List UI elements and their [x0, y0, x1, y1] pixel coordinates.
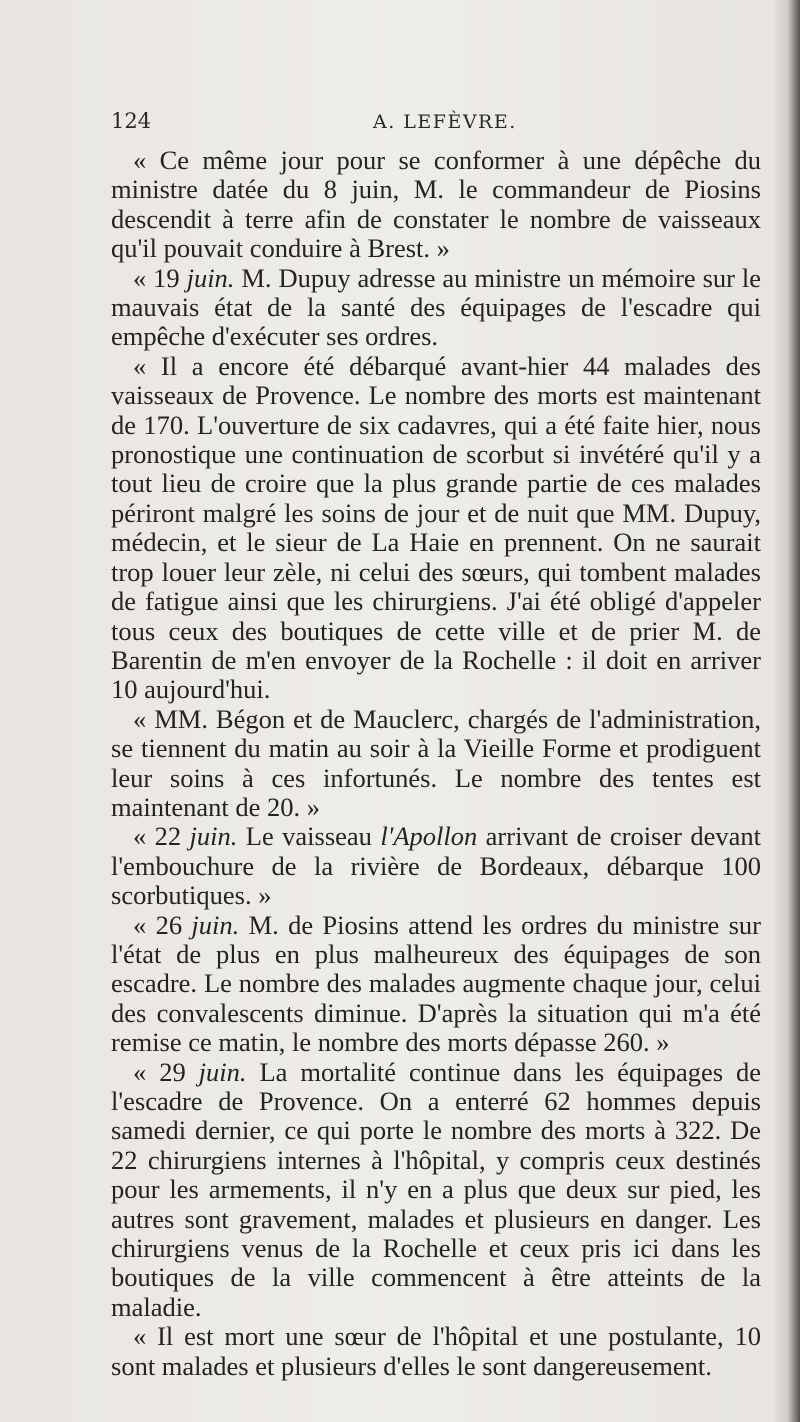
paragraph-text: arrivant de croiser devant l'embouchure de la rivière de Bordeaux, débarque 100 scorbutiques. »	[111, 821, 761, 911]
date-prefix: « 19	[133, 262, 187, 293]
ship-name: l'Apollon	[380, 821, 478, 852]
paragraph-text: Le vaisseau	[237, 821, 381, 852]
paragraph	[111, 264, 761, 352]
date-month: juin.	[198, 1056, 247, 1087]
paragraph	[111, 822, 761, 910]
date-month: juin.	[186, 262, 235, 293]
running-head: A. LEFÈVRE.	[373, 111, 517, 133]
paragraph	[111, 911, 761, 1058]
paragraph-text: M. Dupuy adresse au ministre un mémoire sur le mauvais état de la santé des équipages de l'escadre qui empêche d'exécuter ses ordres.	[111, 262, 762, 352]
paragraph: « Il est mort une sœur de l'hôpital et une postulante, 10 sont malades et plusieurs d'elles le sont dangereusement.	[111, 1321, 761, 1381]
paragraph-text: La mortalité continue dans les équipages de l'escadre de Provence. On a enterré 62 hommes depuis samedi dernier, ce qui porte le nombre des morts à 322. De 22 chirurgiens internes à l'hôpital, y compris ceux destinés pour les armements, il n'y en a plus que deux sur pied, les autres sont gravement, malades et plusieurs en danger. Les chirurgiens venus de la Rochelle et ceux pris ici dans les boutiques de la ville commencent à être atteints de la maladie.	[111, 1056, 761, 1322]
paragraph: « Ce même jour pour se conformer à une dépêche du ministre datée du 8 juin, M. le commandeur de Piosins descendit à terre afin de constater le nombre de vaisseaux qu'il pouvait conduire à Brest. »	[111, 145, 761, 264]
paragraph	[111, 1058, 761, 1323]
paragraph: « Il a encore été débarqué avant-hier 44 malades des vaisseaux de Provence. Le nombre des morts est maintenant de 170. L'ouverture de six cadavres, qui a été faite hier, nous pronostique une continuation de scorbut si invétéré qu'il y a tout lieu de croire que la plus grande partie de ces malades périront malgré les soins de jour et de nuit que MM. Dupuy, médecin, et le sieur de La Haie en prennent. On ne saurait trop louer leur zèle, ni celui des sœurs, qui tombent malades de fatigue ainsi que les chirurgiens. J'ai été obligé d'appeler tous ceux des boutiques de cette ville et de prier M. de Barentin de m'en envoyer de la Rochelle : il doit en arriver 10 aujourd'hui.	[111, 350, 761, 705]
date-prefix: « 26	[133, 909, 192, 940]
body-text	[111, 146, 761, 1381]
paragraph: « MM. Bégon et de Mauclerc, chargés de l'administration, se tiennent du matin au soir à la Vieille Forme et prodiguent leur soins à ces infortunés. Le nombre des tentes est maintenant de 20. »	[111, 703, 761, 822]
page-edge-shadow	[772, 0, 800, 1422]
page-number: 124	[111, 109, 152, 133]
date-prefix: « 22	[133, 821, 190, 852]
page-header	[111, 109, 761, 139]
date-month: juin.	[191, 909, 240, 940]
paragraph-text: M. de Piosins attend les ordres du ministre sur l'état de plus en plus malheureux des équipages de son escadre. Le nombre des malades augmente chaque jour, celui des convalescents diminue. D'après la situation qui m'a été remise ce matin, le nombre des morts dépasse 260. »	[111, 909, 762, 1058]
date-prefix: « 29	[133, 1056, 199, 1087]
date-month: juin.	[189, 821, 238, 852]
